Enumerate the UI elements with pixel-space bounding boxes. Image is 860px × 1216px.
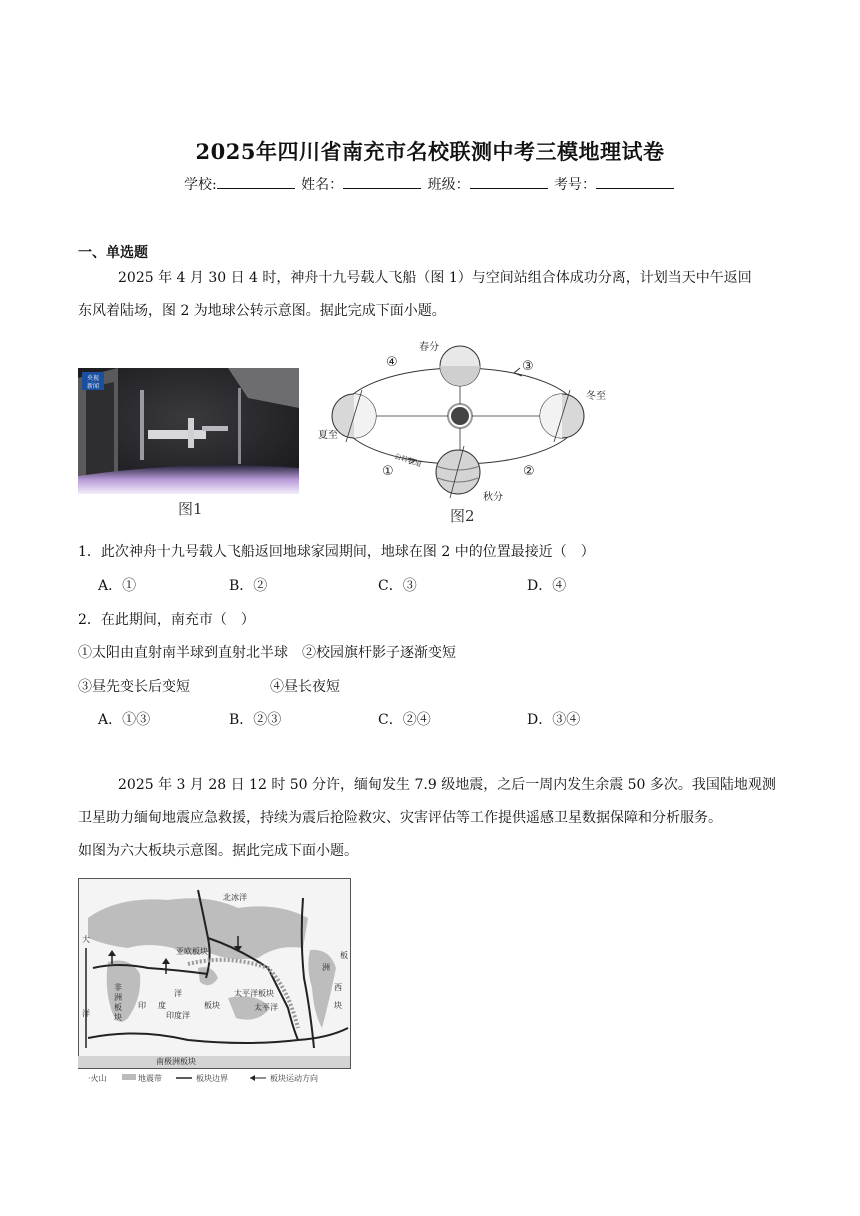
class-label: 班级： bbox=[427, 177, 470, 193]
map-label-indian-2: 度 bbox=[158, 1001, 166, 1010]
school-label: 学校: bbox=[183, 177, 217, 193]
q2-statement-line-1: ①太阳由直射南半球到直射北半球 ②校园旗杆影子逐渐变短 bbox=[78, 645, 456, 661]
school-blank bbox=[217, 176, 295, 189]
map-label-arctic: 北冰洋 bbox=[223, 893, 247, 902]
map-label-antarctic: 南极洲板块 bbox=[156, 1057, 196, 1066]
map-label-african-3: 板 bbox=[114, 1003, 122, 1012]
label-4: ④ bbox=[386, 355, 398, 370]
map-label-african-4: 块 bbox=[114, 1013, 122, 1022]
q2-option-d[interactable]: D．③④ bbox=[527, 712, 581, 728]
q2-option-c[interactable]: C．②④ bbox=[378, 712, 431, 728]
map-label-kuai: 块 bbox=[334, 1001, 342, 1010]
map-label-ban: 板 bbox=[340, 951, 348, 960]
plate-map-figure bbox=[78, 878, 352, 1090]
plate-map bbox=[78, 878, 352, 1090]
map-label-african-1: 非 bbox=[114, 983, 122, 992]
map-label-african-2: 洲 bbox=[114, 993, 122, 1002]
q1-option-d[interactable]: D．④ bbox=[527, 578, 567, 594]
map-label-indian-1: 印 bbox=[138, 1001, 146, 1010]
map-label-indian-ocean: 印度洋 bbox=[166, 1011, 190, 1020]
space-station-photo bbox=[78, 368, 299, 494]
map-label-pacific-plate: 太平洋板块 bbox=[234, 989, 274, 998]
label-autumn: 秋分 bbox=[483, 492, 503, 503]
logo-line-1: 央视 bbox=[86, 375, 100, 382]
map-label-zhou: 洲 bbox=[322, 963, 330, 972]
q1-option-c[interactable]: C．③ bbox=[378, 578, 417, 594]
figure-1-photo bbox=[78, 368, 299, 494]
legend-motion: 板块运动方向 bbox=[270, 1074, 318, 1083]
map-label-yang: 洋 bbox=[82, 1009, 90, 1018]
figure-1-caption: 图1 bbox=[178, 500, 203, 518]
label-spring: 春分 bbox=[419, 342, 439, 353]
label-orbit: 公转轨道 bbox=[393, 452, 423, 469]
passage-1-line-1: 2025 年 4 月 30 日 4 时，神舟十九号载人飞船（图 1）与空间站组合体成功分离，计划当天中午返回 bbox=[118, 270, 752, 286]
q2-option-a[interactable]: A．①③ bbox=[98, 712, 151, 728]
map-label-eurasian: 亚欧板块 bbox=[176, 947, 208, 956]
logo-line-2: 新闻 bbox=[86, 383, 100, 390]
q2-option-b[interactable]: B．②③ bbox=[229, 712, 282, 728]
name-label: 姓名： bbox=[301, 177, 344, 193]
earth-revolution-diagram bbox=[310, 340, 622, 526]
number-label: 考号： bbox=[554, 177, 597, 193]
legend-volcano: ·火山 bbox=[88, 1074, 107, 1083]
legend-boundary: 板块边界 bbox=[196, 1074, 228, 1083]
passage-1-line-2: 东风着陆场，图 2 为地球公转示意图。据此完成下面小题。 bbox=[78, 303, 446, 319]
question-2-stem: 2．在此期间，南充市（ ） bbox=[78, 612, 255, 628]
q2-statement-line-2a: ③昼先变长后变短 bbox=[78, 679, 190, 695]
passage-2-line-3: 如图为六大板块示意图。据此完成下面小题。 bbox=[78, 843, 358, 859]
number-blank bbox=[596, 176, 674, 189]
q1-option-b[interactable]: B．② bbox=[229, 578, 268, 594]
label-2: ② bbox=[523, 464, 535, 479]
exam-title: 2025年四川省南充市名校联测中考三模地理试卷 bbox=[195, 139, 665, 164]
section-heading: 一、单选题 bbox=[78, 245, 148, 261]
legend-quake-belt: 地震带 bbox=[138, 1074, 162, 1083]
passage-2 bbox=[78, 769, 784, 868]
figure-2-diagram bbox=[310, 340, 622, 526]
map-label-xi: 西 bbox=[334, 983, 342, 992]
label-winter: 冬至 bbox=[586, 391, 606, 402]
question-1-stem: 1．此次神舟十九号载人飞船返回地球家园期间，地球在图 2 中的位置最接近（ ） bbox=[78, 544, 595, 560]
q2-statement-line-2b: ④昼长夜短 bbox=[270, 679, 340, 695]
map-label-indian-3: 洋 bbox=[174, 989, 182, 998]
passage-2-line-2: 卫星助力缅甸地震应急救援，持续为震后抢险救灾、灾害评估等工作提供遥感卫星数据保障和分析服务。 bbox=[78, 810, 722, 826]
class-blank bbox=[470, 176, 548, 189]
map-label-indian-4: 板块 bbox=[204, 1001, 220, 1010]
label-3: ③ bbox=[522, 359, 534, 374]
name-blank bbox=[343, 176, 421, 189]
passage-2-line-1: 2025 年 3 月 28 日 12 时 50 分许，缅甸发生 7.9 级地震，之后一周内发生余震 50 多次。我国陆地观测 bbox=[118, 777, 776, 793]
map-label-da: 大 bbox=[82, 935, 90, 944]
passage-1 bbox=[78, 262, 784, 328]
label-summer: 夏至 bbox=[318, 430, 338, 441]
q1-option-a[interactable]: A．① bbox=[98, 578, 137, 594]
map-label-pacific-ocean: 太平洋 bbox=[254, 1003, 278, 1012]
label-1: ① bbox=[382, 464, 394, 479]
student-info-line bbox=[0, 174, 860, 194]
figure-2-caption: 图2 bbox=[450, 507, 475, 525]
